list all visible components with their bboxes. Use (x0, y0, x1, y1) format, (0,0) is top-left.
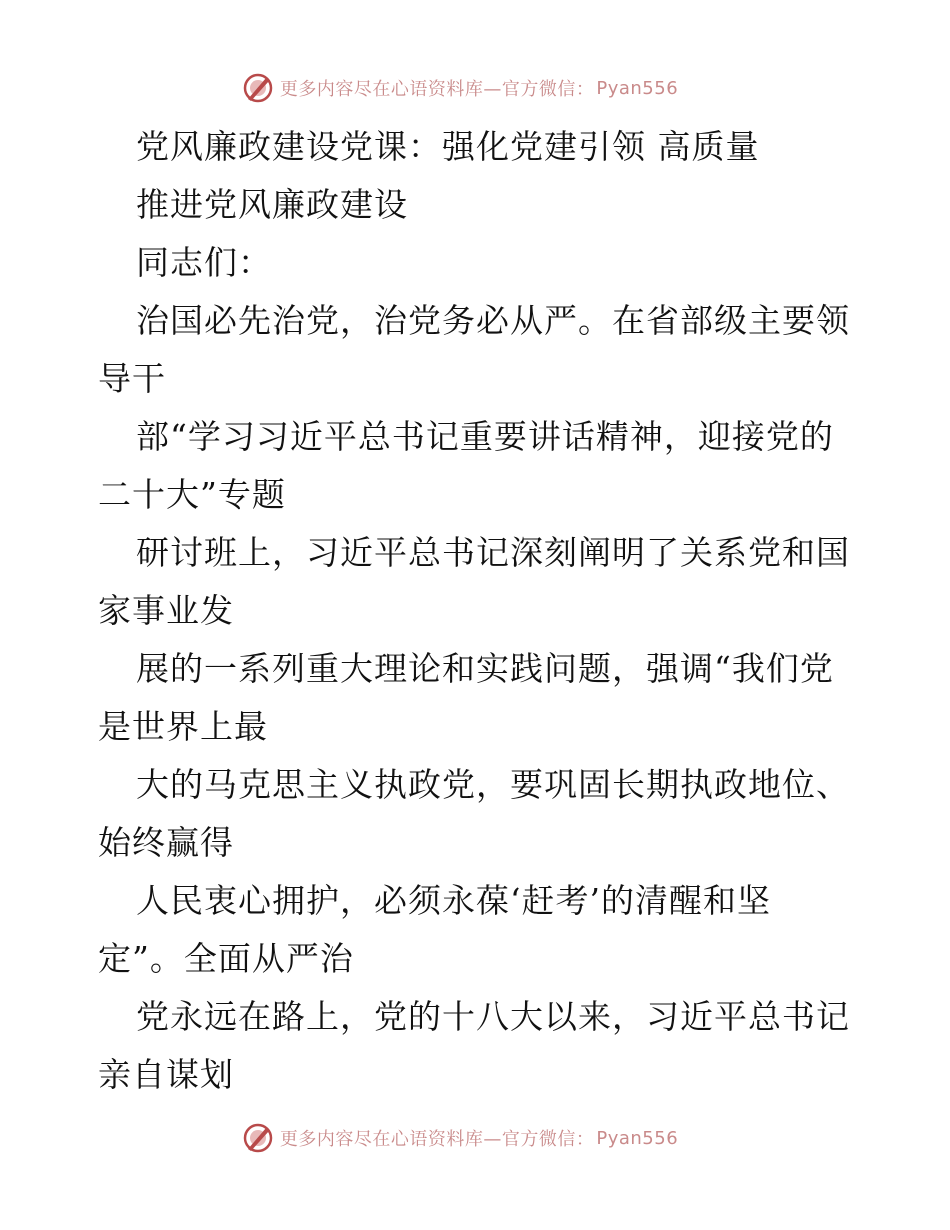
watermark-wechat-id: Pyan556 (596, 77, 679, 99)
text-line: 导干 (98, 359, 166, 398)
text-line: 治国必先治党，治党务必从严。在省部级主要领 (136, 301, 850, 340)
pen-logo-icon (242, 72, 274, 104)
document-body (98, 118, 858, 1104)
text-line: 党永远在路上，党的十八大以来，习近平总书记 (136, 997, 850, 1036)
watermark-wechat-id: Pyan556 (596, 1127, 679, 1149)
text-line: 研讨班上，习近平总书记深刻阐明了关系党和国 (136, 533, 850, 572)
text-line: 始终赢得 (98, 823, 234, 862)
text-line: 定”。全面从严治 (98, 939, 354, 978)
text-line: 家事业发 (98, 591, 234, 630)
pen-logo-icon (242, 1122, 274, 1154)
text-line: 推进党风廉政建设 (136, 185, 408, 224)
watermark-text: 更多内容尽在心语资料库—官方微信： (279, 1129, 595, 1150)
footer-watermark (0, 1122, 950, 1154)
text-line: 人民衷心拥护，必须永葆‘赶考’的清醒和坚 (136, 881, 771, 920)
text-line: 同志们： (136, 243, 272, 282)
text-line: 大的马克思主义执政党，要巩固长期执政地位、 (136, 765, 850, 804)
text-line: 展的一系列重大理论和实践问题，强调“我们党 (136, 649, 834, 688)
header-watermark (0, 72, 950, 104)
text-line: 二十大”专题 (98, 475, 286, 514)
text-line: 是世界上最 (98, 707, 268, 746)
text-line: 部“学习习近平总书记重要讲话精神，迎接党的 (136, 417, 834, 456)
watermark-text: 更多内容尽在心语资料库—官方微信： (279, 79, 595, 100)
text-line: 党风廉政建设党课：强化党建引领 高质量 (136, 127, 760, 166)
text-line: 亲自谋划 (98, 1055, 234, 1094)
